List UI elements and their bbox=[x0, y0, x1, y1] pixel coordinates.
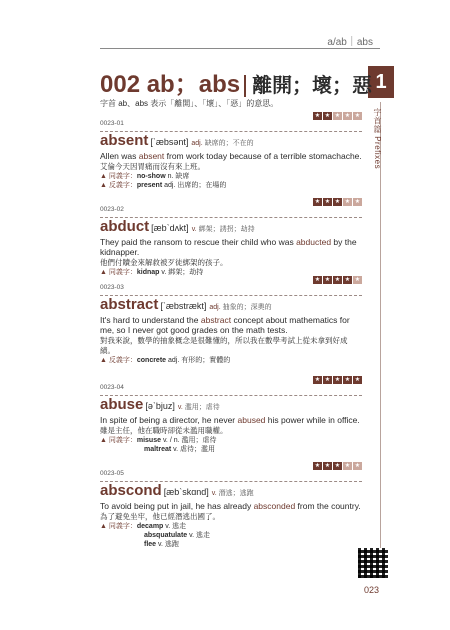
related-word: maltreat v. 虐待；濫用 bbox=[144, 446, 216, 453]
part-of-speech: v. bbox=[191, 226, 197, 233]
entry-id: 0023-02 bbox=[100, 206, 124, 213]
example-en: To avoid being put in jail, he has already absconded from the country. bbox=[100, 501, 361, 511]
star-icon: ★ bbox=[344, 199, 351, 205]
entry bbox=[100, 462, 362, 549]
entry bbox=[100, 198, 362, 277]
level-stars bbox=[313, 276, 362, 284]
star-icon: ★ bbox=[314, 277, 321, 283]
headword: abstract bbox=[100, 296, 159, 313]
part-of-speech: v. bbox=[177, 404, 183, 411]
definition: 抽象的；深奧的 bbox=[222, 304, 272, 311]
chapter-label: 字首篇 Prefixes bbox=[373, 108, 382, 170]
related-word: ▲ 同義字：misuse v. / n. 濫用；虐待 bbox=[100, 437, 217, 444]
definition: 濫用；虐待 bbox=[184, 404, 220, 411]
star-icon: ★ bbox=[324, 199, 331, 205]
star-icon: ★ bbox=[314, 463, 321, 469]
example-en: It's hard to understand the abstract concept about mathematics for me, so I never got good grades on the math tests. bbox=[100, 315, 350, 335]
level-stars bbox=[313, 112, 362, 120]
level-stars bbox=[313, 376, 362, 384]
star-icon: ★ bbox=[344, 113, 351, 119]
entry-id: 0023-05 bbox=[100, 470, 124, 477]
entry-id: 0023-03 bbox=[100, 284, 124, 291]
definition: 潛逃；逃跑 bbox=[218, 490, 254, 497]
chapter-number: 1 bbox=[368, 66, 394, 98]
star-icon: ★ bbox=[324, 277, 331, 283]
star-icon: ★ bbox=[354, 277, 361, 283]
star-icon: ★ bbox=[314, 377, 321, 383]
definition: 綁架；誘拐；劫持 bbox=[198, 226, 255, 233]
star-icon: ★ bbox=[354, 463, 361, 469]
entry-id: 0023-01 bbox=[100, 120, 124, 127]
related-word: ▲ 反義字：concrete adj. 有形的；實體的 bbox=[100, 357, 231, 364]
example-en: Allen was absent from work today because of a terrible stomachache. bbox=[100, 151, 362, 161]
related-word: ▲ 同義字：decamp v. 逃走 bbox=[100, 523, 187, 530]
star-icon: ★ bbox=[344, 463, 351, 469]
star-icon: ★ bbox=[314, 199, 321, 205]
qr-code bbox=[358, 548, 388, 578]
star-icon: ★ bbox=[334, 463, 341, 469]
star-icon: ★ bbox=[344, 377, 351, 383]
example-en: In spite of being a director, he never abused his power while in office. bbox=[100, 415, 360, 425]
header-rule bbox=[100, 48, 380, 49]
star-icon: ★ bbox=[344, 277, 351, 283]
example-zh: 對我來說，數學的抽象概念是很難懂的，所以我在數學考試上從未拿到好成績。 bbox=[100, 336, 348, 355]
star-icon: ★ bbox=[324, 463, 331, 469]
title-roots: 002 ab；abs bbox=[100, 71, 241, 98]
example-zh: 為了避免坐牢，他已經潛逃出國了。 bbox=[100, 512, 220, 521]
part-of-speech: v. bbox=[211, 490, 217, 497]
star-icon: ★ bbox=[334, 199, 341, 205]
example-zh: 艾倫今天因胃痛而沒有來上班。 bbox=[100, 162, 205, 171]
level-stars bbox=[313, 198, 362, 206]
phonetic: [æbˋskɑnd] bbox=[163, 487, 209, 497]
headword: abuse bbox=[100, 396, 144, 413]
headword: abscond bbox=[100, 482, 162, 499]
part-of-speech: adj. bbox=[209, 304, 221, 311]
example-zh: 他們付贖金來解救被歹徒綁架的孩子。 bbox=[100, 258, 228, 267]
star-icon: ★ bbox=[354, 113, 361, 119]
star-icon: ★ bbox=[334, 277, 341, 283]
related-word: absquatulate v. 逃走 bbox=[144, 532, 211, 539]
related-word: flee v. 逃跑 bbox=[144, 541, 179, 548]
example-zh: 雖是主任，他在職時卻從未濫用職權。 bbox=[100, 426, 228, 435]
related-word: ▲ 反義字：present adj. 出席的；在場的 bbox=[100, 182, 227, 189]
phonetic: [əˋbjuz] bbox=[145, 401, 175, 411]
phonetic: [ˋæbsənt] bbox=[150, 137, 189, 147]
headword: abduct bbox=[100, 218, 150, 235]
headword: absent bbox=[100, 132, 149, 149]
star-icon: ★ bbox=[334, 377, 341, 383]
star-icon: ★ bbox=[314, 113, 321, 119]
star-icon: ★ bbox=[324, 113, 331, 119]
header-tag: a/ab｜abs bbox=[327, 37, 373, 48]
star-icon: ★ bbox=[334, 113, 341, 119]
related-word: ▲ 同義字：no-show n. 缺席 bbox=[100, 173, 190, 180]
page-title bbox=[100, 64, 372, 99]
phonetic: [æbˋdʌkt] bbox=[151, 223, 189, 233]
page-subtitle: 字首 ab、abs 表示「離開」、「壞」、「惡」的意思。 bbox=[100, 99, 279, 108]
example-en: They paid the ransom to rescue their child who was abducted by the kidnapper. bbox=[100, 237, 357, 257]
star-icon: ★ bbox=[324, 377, 331, 383]
entry bbox=[100, 276, 362, 365]
entry-id: 0023-04 bbox=[100, 384, 124, 391]
entry bbox=[100, 112, 362, 190]
star-icon: ★ bbox=[354, 199, 361, 205]
related-word: ▲ 同義字：kidnap v. 綁架；劫持 bbox=[100, 269, 204, 276]
page-number: 023 bbox=[364, 585, 380, 595]
definition: 缺席的；不在的 bbox=[204, 140, 254, 147]
side-rule bbox=[380, 102, 381, 572]
title-meaning: 離開；壞；惡 bbox=[244, 75, 372, 97]
part-of-speech: adj. bbox=[191, 140, 203, 147]
star-icon: ★ bbox=[354, 377, 361, 383]
phonetic: [ˋæbstrækt] bbox=[160, 301, 207, 311]
entry bbox=[100, 376, 362, 454]
level-stars bbox=[313, 462, 362, 470]
